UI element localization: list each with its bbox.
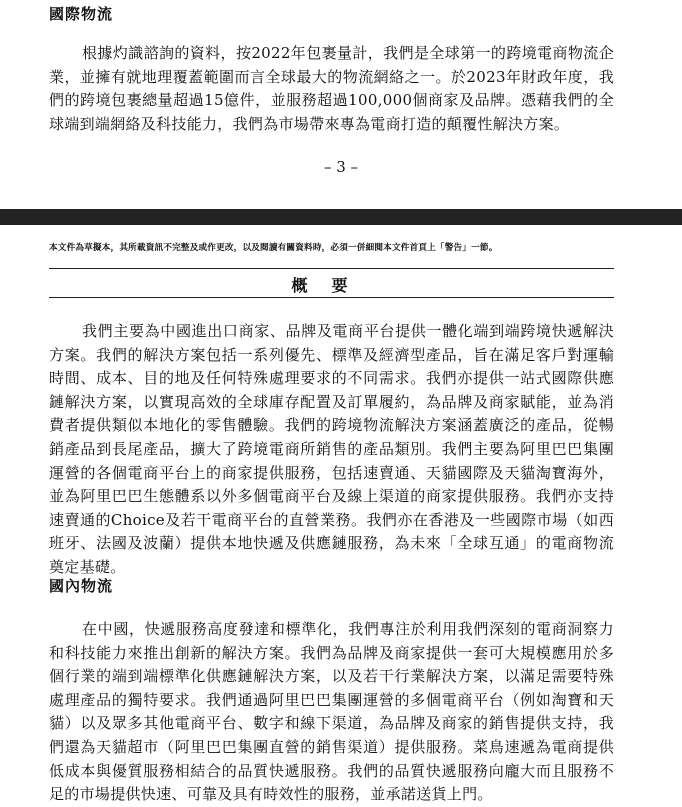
domestic-logistics-paragraph: 在中國，快遞服務高度發達和標準化，我們專注於利用我們深刻的電商洞察力和科技能力來推出創新的解決方案。我們為品牌及商家提供一套可大規模應用於多個行業的端到端標準化供應鏈解決方案，以及若干行業解決方案，以滿足需要特殊處理產品的獨特要求。我們通過阿里巴巴集團運營的多個電商平台（例如淘寶和天貓）以及眾多其他電商平台、數字和線下渠道，為品牌及商家的銷售提供支持，我們還為天貓超市（阿里巴巴集團直營的銷售渠道）提供服務。菜鳥速遞為電商提供低成本與優質服務相結合的品質快遞服務。我們的品質快遞服務向龐大而且服務不足的市場提供快速、可靠及具有時效性的服務，並承諾送貨上門。 [49, 620, 614, 804]
draft-notice: 本文件為草擬本，其所載資訊不完整及或作更改，以及閱讀有關資料時，必須一併細閱本文件首頁上「警告」一節。 [49, 243, 498, 253]
international-logistics-paragraph: 根據灼識諮詢的資料，按2022年包裹量計，我們是全球第一的跨境電商物流企業，並擁有就地理覆蓋範圍而言全球最大的物流網絡之一。於2023年財政年度，我們的跨境包裹總量超過15億件，並服務超過100,000個商家及品牌。憑藉我們的全球端到端網絡及科技能力，我們為市場帶來專為電商打造的顛覆性解決方案。 [49, 44, 614, 133]
page-divider [0, 209, 682, 225]
title-rule-top [49, 268, 614, 269]
domestic-logistics-heading: 國內物流 [49, 577, 114, 595]
title-rule-bottom [49, 297, 614, 298]
section-title: 概要 [291, 276, 372, 295]
upper-page [0, 0, 682, 208]
international-logistics-heading: 國際物流 [49, 5, 114, 23]
page-number: – 3 – [323, 158, 359, 176]
summary-paragraph: 我們主要為中國進出口商家、品牌及電商平台提供一體化端到端跨境快遞解決方案。我們的解決方案包括一系列優先、標準及經濟型產品，旨在滿足客戶對運輸時間、成本、目的地及任何特殊處理要求的不同需求。我們亦提供一站式國際供應鏈解決方案，以實現高效的全球庫存配置及訂單履約，為品牌及商家賦能，並為消費者提供類似本地化的零售體驗。我們的跨境物流解決方案涵蓋廣泛的產品，從暢銷產品到長尾產品，擴大了跨境電商所銷售的產品類別。我們主要為阿里巴巴集團運營的各個電商平台上的商家提供服務，包括速賣通、天貓國際及天貓淘寶海外，並為阿里巴巴生態體系以外多個電商平台及線上渠道的商家提供服務。我們亦支持速賣通的Choice及若干電商平台的直營業務。我們亦在香港及一些國際市場（如西班牙、法國及波蘭）提供本地快遞及供應鏈服務，為未來「全球互通」的電商物流奠定基礎。 [49, 322, 614, 576]
